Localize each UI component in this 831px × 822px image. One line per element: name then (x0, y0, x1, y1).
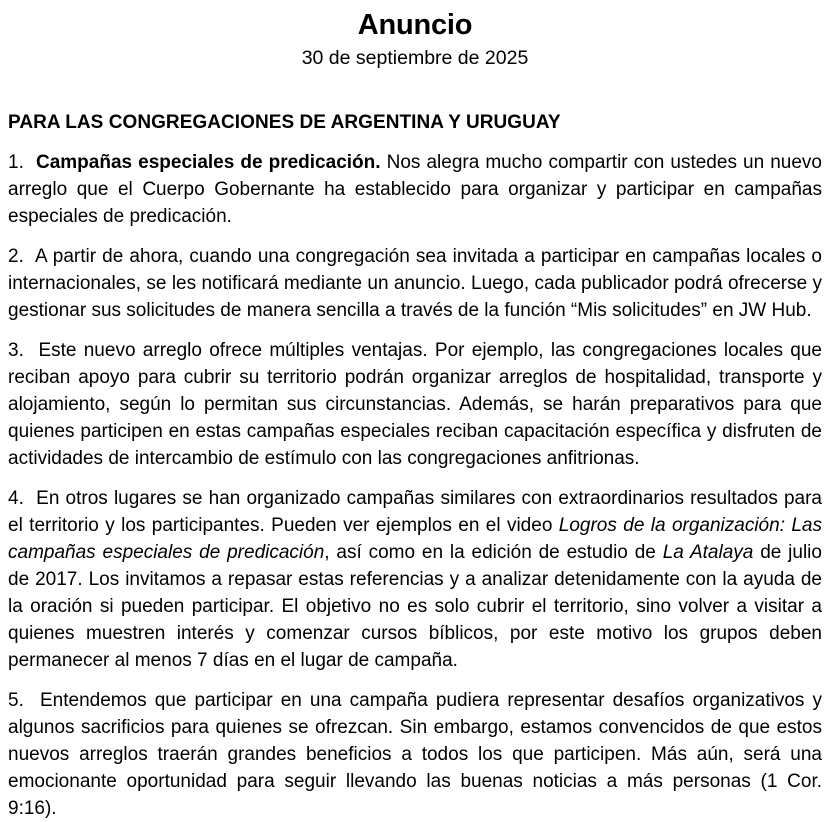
document-date: 30 de septiembre de 2025 (301, 47, 529, 69)
paragraph-1-body: Nos alegra mucho compartir con ustedes un nuevo arreglo que el Cuerpo Gobernante ha establecido para organizar y participar en campañas especiales de predicación. (8, 152, 822, 227)
paragraph-3 (8, 337, 822, 472)
paragraph-3-body: Este nuevo arreglo ofrece múltiples ventajas. Por ejemplo, las congregaciones locales que reciban apoyo para cubrir su territorio podrán organizar arreglos de hospitalidad, transporte y alojamiento, según lo permitan sus circunstancias. Además, se harán preparativos para que quienes participen en estas campañas especiales reciban capacitación específica y disfruten de actividades de intercambio de estímulo con las congregaciones anfitrionas. (8, 340, 823, 469)
section-heading: PARA LAS CONGREGACIONES DE ARGENTINA Y URUGUAY (8, 112, 561, 133)
paragraph-4-body-part3: de julio de 2017. Los invitamos a repasar estas referencias y a analizar detenidamente con la ayuda de la oración si pueden participar. El objetivo no es solo cubrir el territorio, sino volver a visitar a quienes muestren interés y comenzar cursos bíblicos, por este motivo los grupos deben permanecer al menos 7 días en el lugar de campaña. (8, 542, 822, 671)
paragraph-2-body: A partir de ahora, cuando una congregación sea invitada a participar en campañas locales o internacionales, se les notificará mediante un anuncio. Luego, cada publicador podrá ofrecerse y gestionar sus solicitudes de manera sencilla a través de la función “Mis solicitudes” en JW Hub. (8, 246, 823, 321)
paragraph-5-number: 5. (8, 690, 24, 711)
paragraph-5-body: Entendemos que participar en una campaña pudiera representar desafíos organizativos y algunos sacrificios para quienes se ofrezcan. Sin embargo, estamos convencidos de que estos nuevos arreglos traerán grandes beneficios a todos los que participen. Más aún, será una emocionante oportunidad para seguir llevando las buenas noticias a más personas (1 Cor. 9:16). (8, 690, 822, 819)
paragraph-2-number: 2. (8, 246, 24, 267)
page-title: Anuncio (357, 9, 473, 41)
paragraph-4-body-part2: , así como en la edición de estudio de (324, 542, 663, 563)
paragraph-4 (8, 485, 822, 674)
paragraph-1-number: 1. (8, 152, 24, 173)
paragraph-4-number: 4. (8, 488, 24, 509)
paragraph-4-body-part1: En otros lugares se han organizado campañas similares con extraordinarios resultados para el territorio y los participantes. Pueden ver ejemplos en el video (8, 488, 822, 536)
paragraph-1-lead: Campañas especiales de predicación. (36, 152, 381, 173)
paragraph-2 (8, 243, 822, 324)
paragraph-3-number: 3. (8, 340, 24, 361)
paragraph-1 (8, 149, 822, 230)
announcement-document (0, 8, 831, 822)
magazine-title: La Atalaya (662, 542, 754, 563)
video-title: Logros de la organización: Las campañas especiales de predicación (8, 515, 822, 563)
paragraph-5 (8, 687, 822, 822)
